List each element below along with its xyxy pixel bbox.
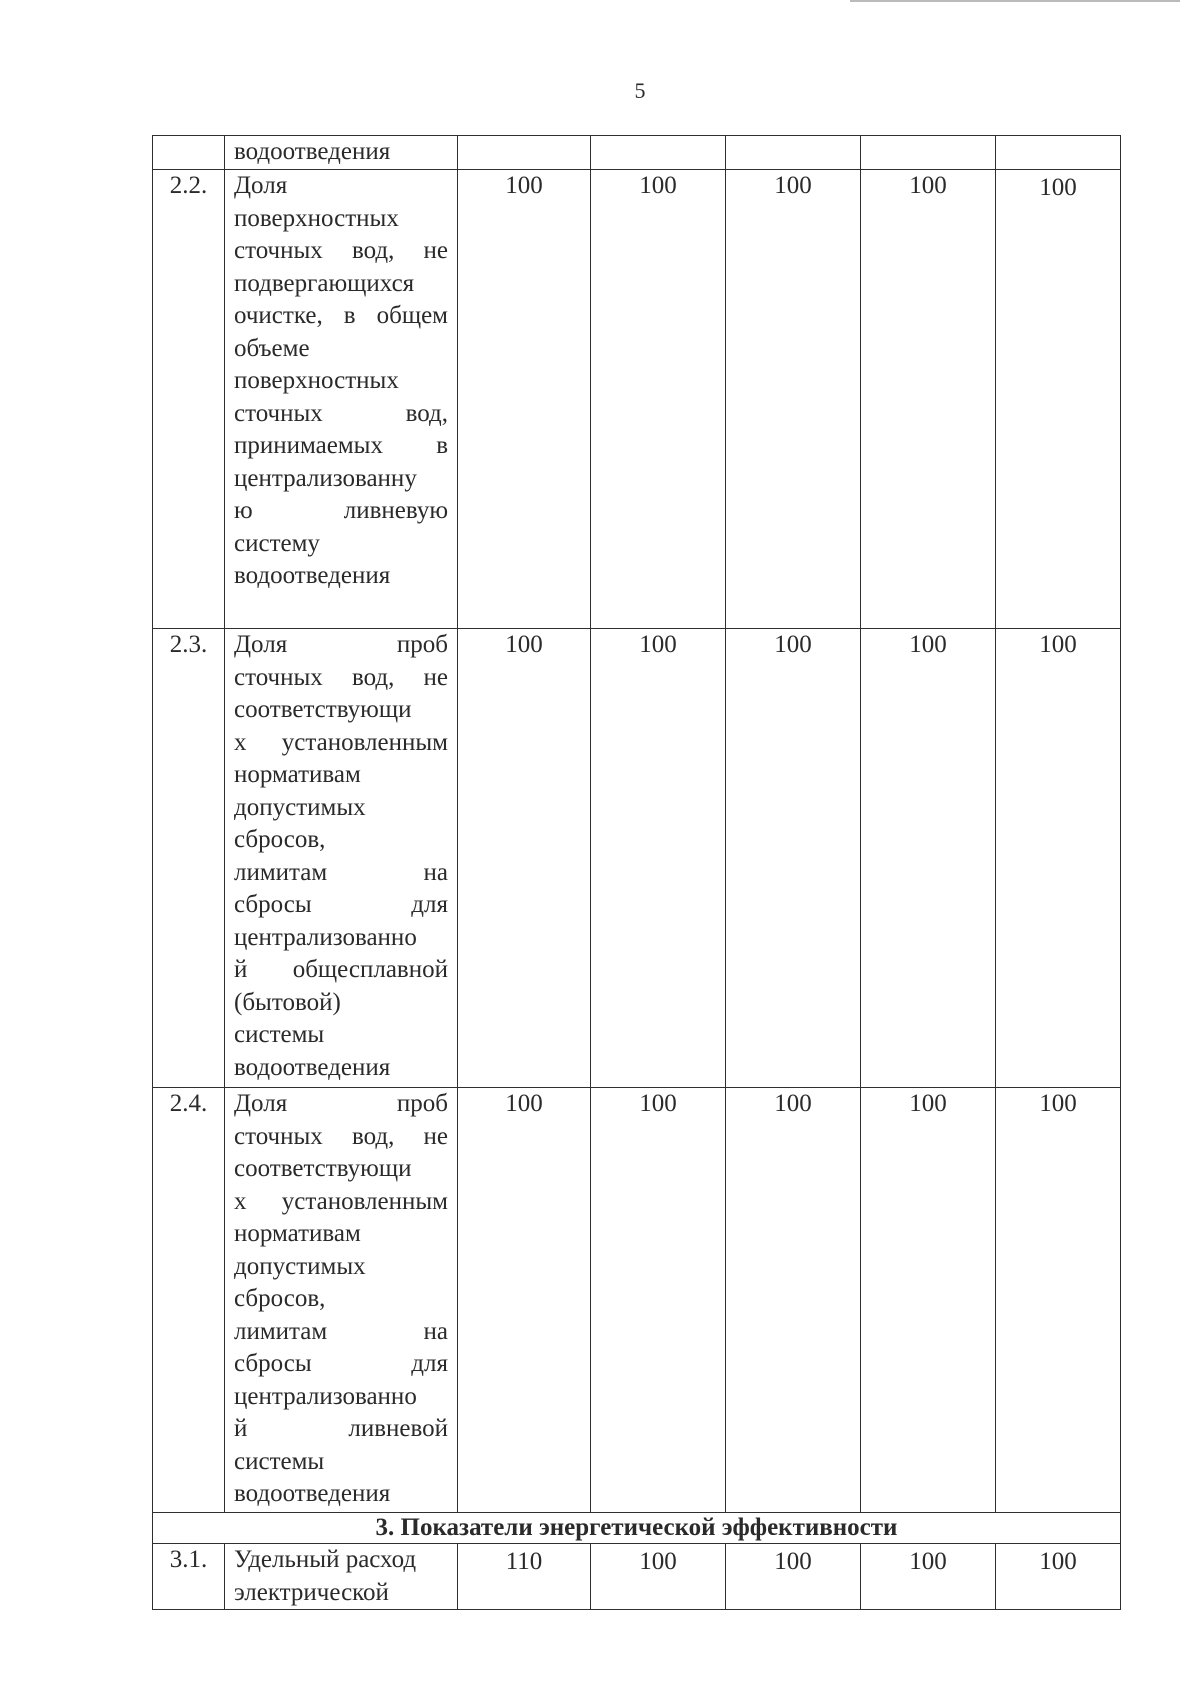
desc-line: системы bbox=[234, 1447, 325, 1475]
value-cell: 100 bbox=[726, 1088, 861, 1513]
row-number: 2.4. bbox=[153, 1088, 225, 1513]
value-cell: 100 bbox=[726, 629, 861, 1088]
desc-line: поверхностных bbox=[234, 204, 399, 232]
desc-line: электрической bbox=[234, 1578, 389, 1606]
desc-line: Доля проб bbox=[234, 631, 448, 658]
desc-line: объеме bbox=[234, 334, 310, 362]
desc-line: й ливневой bbox=[234, 1415, 448, 1442]
desc-line: лимитам на bbox=[234, 1317, 448, 1345]
desc-line: Доля bbox=[234, 172, 288, 199]
desc-line: принимаемых в bbox=[234, 432, 448, 459]
desc-line: (бытовой) bbox=[234, 988, 341, 1016]
desc-line: централизованно bbox=[234, 923, 417, 951]
value-cell: 100 bbox=[861, 1088, 996, 1513]
value-cell: 110 bbox=[458, 1544, 591, 1610]
desc-line: поверхностных bbox=[234, 367, 399, 394]
desc-line: систему bbox=[234, 529, 320, 557]
value-cell: 100 bbox=[996, 1544, 1121, 1610]
value-cell: 100 bbox=[996, 170, 1121, 629]
value-cell: 100 bbox=[861, 1544, 996, 1610]
table-row bbox=[153, 136, 1121, 170]
row-description bbox=[225, 136, 458, 170]
desc-line: очистке, в общем bbox=[234, 302, 448, 329]
value-cell bbox=[458, 136, 591, 170]
desc-line: водоотведения bbox=[234, 138, 391, 165]
desc-line: Удельный расход bbox=[234, 1546, 417, 1573]
desc-line: сточных вод, не bbox=[234, 663, 448, 691]
row-number: 2.3. bbox=[153, 629, 225, 1088]
desc-line: централизованну bbox=[234, 464, 417, 492]
value-cell: 100 bbox=[591, 1088, 726, 1513]
desc-line: нормативам bbox=[234, 1220, 361, 1247]
value-cell: 100 bbox=[458, 629, 591, 1088]
row-number bbox=[153, 136, 225, 170]
desc-line: соответствующи bbox=[234, 696, 412, 723]
desc-line: сточных вод, bbox=[234, 399, 448, 427]
desc-line: соответствующи bbox=[234, 1155, 412, 1182]
desc-line: допустимых bbox=[234, 793, 366, 821]
table-row bbox=[153, 629, 1121, 1088]
value-cell bbox=[861, 136, 996, 170]
desc-line: водоотведения bbox=[234, 1480, 391, 1507]
desc-line: й общесплавной bbox=[234, 956, 448, 983]
row-description bbox=[225, 1088, 458, 1513]
desc-line: сбросы для bbox=[234, 891, 448, 918]
value-cell: 100 bbox=[458, 1088, 591, 1513]
desc-line: сточных вод, не bbox=[234, 1122, 448, 1150]
value-cell: 100 bbox=[996, 629, 1121, 1088]
desc-line: подвергающихся bbox=[234, 269, 415, 297]
value-cell: 100 bbox=[861, 629, 996, 1088]
desc-line: системы bbox=[234, 1021, 325, 1048]
scan-edge-line bbox=[850, 0, 1180, 2]
desc-line: централизованно bbox=[234, 1382, 417, 1410]
row-number: 3.1. bbox=[153, 1544, 225, 1610]
desc-line: лимитам на bbox=[234, 858, 448, 886]
table-row bbox=[153, 170, 1121, 629]
desc-line: водоотведения bbox=[234, 1053, 391, 1081]
row-description bbox=[225, 629, 458, 1088]
desc-line: сбросов, bbox=[234, 826, 326, 853]
value-cell bbox=[726, 136, 861, 170]
desc-line: допустимых bbox=[234, 1252, 366, 1280]
desc-line: х установленным bbox=[234, 728, 448, 756]
value-cell: 100 bbox=[591, 170, 726, 629]
row-description bbox=[225, 170, 458, 629]
desc-line: ю ливневую bbox=[234, 497, 448, 524]
desc-line: сбросы для bbox=[234, 1350, 448, 1377]
value-cell bbox=[591, 136, 726, 170]
value-cell: 100 bbox=[591, 629, 726, 1088]
table-row bbox=[153, 1544, 1121, 1610]
value-cell: 100 bbox=[726, 1544, 861, 1610]
indicator-table bbox=[152, 135, 1121, 1610]
row-number: 2.2. bbox=[153, 170, 225, 629]
desc-line: сточных вод, не bbox=[234, 237, 448, 264]
table-row bbox=[153, 1088, 1121, 1513]
value-cell: 100 bbox=[996, 1088, 1121, 1513]
value-cell bbox=[996, 136, 1121, 170]
desc-line: водоотведения bbox=[234, 562, 391, 589]
value-cell: 100 bbox=[591, 1544, 726, 1610]
section-title: 3. Показатели энергетической эффективности bbox=[153, 1513, 1121, 1544]
value-cell: 100 bbox=[458, 170, 591, 629]
desc-line: х установленным bbox=[234, 1187, 448, 1215]
section-row bbox=[153, 1513, 1121, 1544]
desc-line: нормативам bbox=[234, 761, 361, 788]
desc-line: Доля проб bbox=[234, 1090, 448, 1117]
value-cell: 100 bbox=[726, 170, 861, 629]
value-cell: 100 bbox=[861, 170, 996, 629]
desc-line: сбросов, bbox=[234, 1285, 326, 1312]
page-number: 5 bbox=[634, 78, 646, 103]
row-description bbox=[225, 1544, 458, 1610]
